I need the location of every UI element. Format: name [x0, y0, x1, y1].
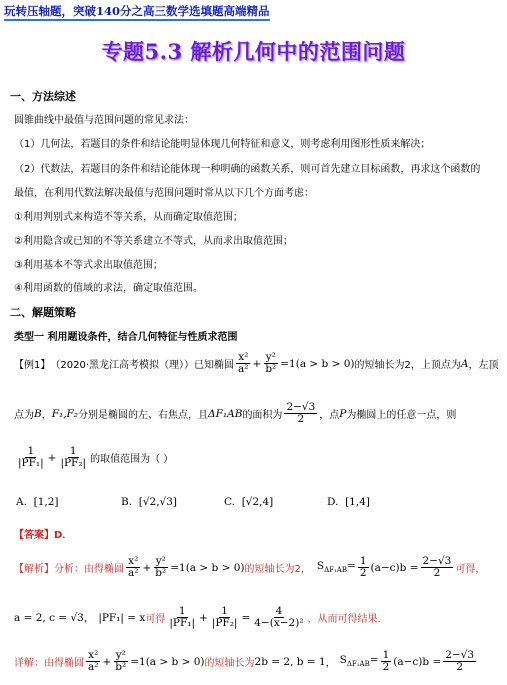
inv-pf1-frac: $\frac{1}{\text{|PF₁|}}$ [18, 445, 44, 470]
method-item-1: ①利用判别式来构造不等关系，从而确定取值范围； [14, 212, 243, 223]
example-source: （2020·黑龙江高考模拟（理））已知椭圆 [50, 360, 235, 372]
type-1-heading: 类型一 利用题设条件，结合几何特征与性质求范围 [14, 332, 238, 343]
choice-d: D. [1,4] [327, 496, 370, 508]
choice-c: C. [√2,4] [224, 496, 274, 508]
method-item-4: ④利用函数的值域的求法，确定取值范围。 [14, 283, 203, 294]
example-cond: 的短轴长为2，上顶点为 [354, 360, 461, 372]
analysis-line-2: a = 2, c = √3， |PF₁| = x 可得 $\frac{1}{\text{|PF₁|}}$ + $\frac{1}{\text{|PF₂|}}$ = $\frac{4}{\text{4−(x−2)²}}$ ，从而可得结果． [14, 605, 388, 630]
page-title: 专题5.3 解析几何中的范围问题 [101, 39, 406, 64]
example-tag: 【例1】 [14, 360, 51, 372]
method-intro: 圆锥曲线中最值与范围问题的常见求法： [14, 115, 194, 126]
method-item-2: ②利用隐含或已知的不等关系建立不等式，从而求出取值范围； [14, 236, 293, 247]
example-line-3: $\frac{1}{\text{|PF₁|}}$ + $\frac{1}{\text{|PF₂|}}$ 的取值范围为（ ） [18, 445, 174, 470]
series-banner: 玩转压轴题，突破140分之高三数学选填题高端精品 [4, 3, 270, 19]
method-item-3: ③利用基本不等式求出取值范围； [14, 260, 163, 271]
answer-line: 【答案】D． [14, 530, 73, 541]
section-heading-strategy: 二、解题策略 [10, 306, 76, 319]
ellipse-eq-tail: =1(a > b > 0) [280, 357, 355, 370]
example-line-2: 点为 B ， F₁,F₂ 分别是椭圆的左、右焦点，且 ΔF₁AB 的面积为 $\frac{2-√3}{2}$ ，点 P 为椭圆上的任意一点，则 [14, 401, 457, 426]
method-algebra: （2）代数法，若题目的条件和结论能体现一种明确的函数关系，则可首先建立目标函数，再求这个函数的 [14, 164, 481, 175]
ellipse-y-frac: $\frac{\text{y²}}{\text{b²}}$ [265, 351, 277, 376]
method-algebra-cont: 最值，在利用代数法解决最值与范围问题时常从以下几个方面考虑： [14, 188, 314, 199]
section-heading-method: 一、方法综述 [10, 90, 76, 103]
inv-pf2-frac: $\frac{1}{\text{|PF₂|}}$ [60, 445, 87, 470]
example-line-1: 【例1】 （2020·黑龙江高考模拟（理））已知椭圆 $\frac{\text{x²}}{\text{a²}}$ + $\frac{\text{y²}}{\text{b²}}$ =1(a > b > 0) 的短轴长为2，上顶点为 A ，左顶 [14, 351, 499, 376]
choice-b: B. [√2,√3] [121, 496, 178, 508]
analysis-line-1: 【解析】分析： 由得椭圆 $\frac{\text{x²}}{\text{a²}}$ + $\frac{\text{y²}}{\text{b²}}$ =1(a > b > 0) 的短轴长为2， $S_{\Delta F_1AB}=$ $\frac{1}{2}$ (a−c)b = $\frac{2-√3}{2}$ 可得， [14, 555, 486, 580]
ellipse-x-frac: $\frac{\text{x²}}{\text{a²}}$ [238, 351, 249, 376]
detail-line-1: 详解： 由得椭圆 $\frac{\text{x²}}{\text{a²}}$ + $\frac{\text{y²}}{\text{b²}}$ =1(a > b > 0) 的短轴长为 2b = 2, b = 1 ， $S_{\Delta F_1AB}=$ $\frac{1}{2}$ (a−c)b = $\frac{2-√3}{2}$ [14, 649, 475, 674]
banner-underline [4, 19, 270, 21]
area-frac: $\frac{2-√3}{2}$ [286, 401, 316, 426]
choice-a: A. [1,2] [16, 496, 59, 508]
method-geometry: （1）几何法，若题目的条件和结论能明显体现几何特征和意义，则考虑利用图形性质来解决； [14, 139, 431, 150]
